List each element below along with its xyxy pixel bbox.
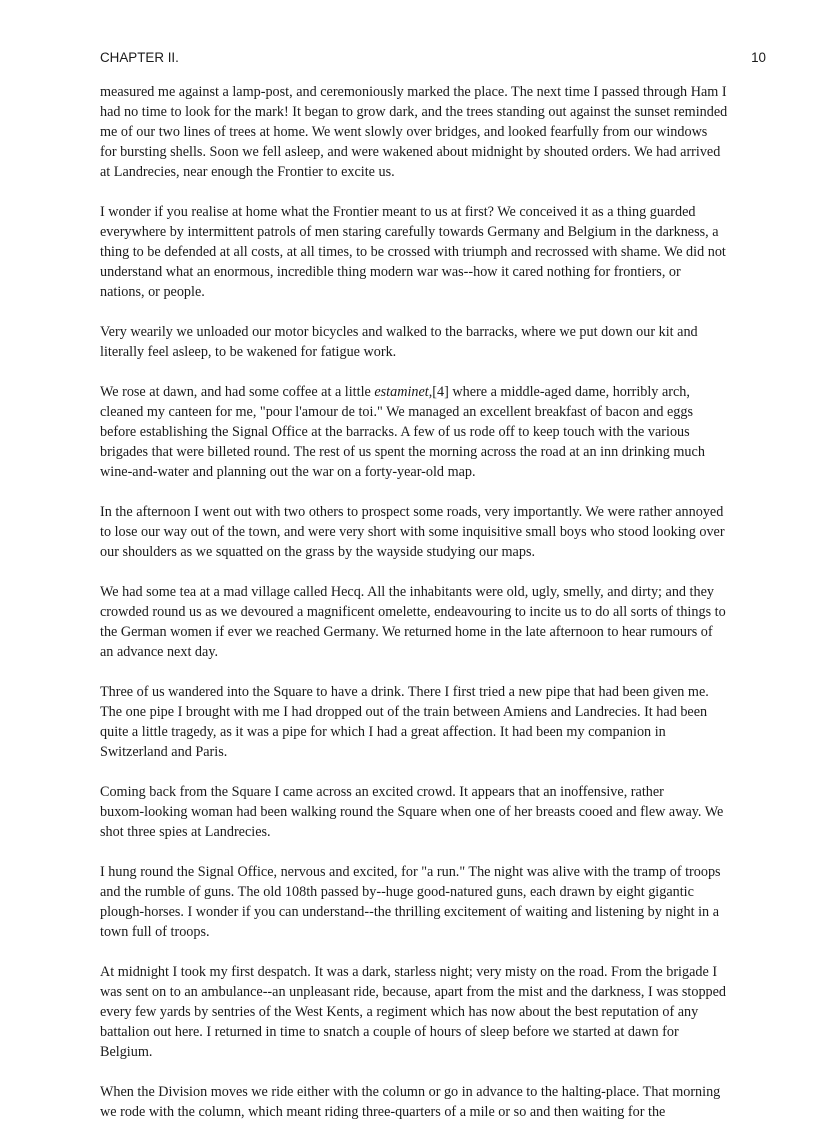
paragraph: [100, 862, 766, 942]
text-line: literally feel asleep, to be wakened for fatigue work.: [100, 344, 397, 360]
text-line: our shoulders as we squatted on the grass by the wayside studying our maps.: [100, 544, 536, 560]
text-line: town full of troops.: [100, 924, 210, 940]
paragraph: [100, 782, 766, 842]
text-run: ,[4] where a middle-aged dame, horribly arch,: [428, 384, 690, 400]
text-line: Switzerland and Paris.: [100, 744, 228, 760]
text-line: understand what an enormous, incredible thing modern war was--how it cared nothing for frontiers, or: [100, 264, 681, 280]
text-line: nations, or people.: [100, 284, 205, 300]
text-line: We had some tea at a mad village called Hecq. All the inhabitants were old, ugly, smelly, and dirty; and they: [100, 584, 714, 600]
text-run: We rose at dawn, and had some coffee at a little: [100, 384, 375, 400]
chapter-title: CHAPTER II.: [100, 50, 179, 65]
text-line: we rode with the column, which meant riding three-quarters of a mile or so and then waiting for the: [100, 1104, 666, 1120]
paragraph: [100, 322, 766, 362]
text-line: the German women if ever we reached Germany. We returned home in the late afternoon to hear rumours of: [100, 624, 713, 640]
text-line: When the Division moves we ride either with the column or go in advance to the halting-place. That morning: [100, 1084, 721, 1100]
text-line: me of our two lines of trees at home. We went slowly over bridges, and looked fearfully from our windows: [100, 124, 708, 140]
text-line: Belgium.: [100, 1044, 153, 1060]
text-line: quite a little tragedy, as it was a pipe for which I had a great affection. It had been my companion in: [100, 724, 666, 740]
text-line: wine-and-water and planning out the war on a forty-year-old map.: [100, 464, 476, 480]
text-line: Very wearily we unloaded our motor bicycles and walked to the barracks, where we put down our kit and: [100, 324, 698, 340]
text-line: at Landrecies, near enough the Frontier to excite us.: [100, 164, 395, 180]
text-line: measured me against a lamp-post, and ceremoniously marked the place. The next time I passed through Ham I: [100, 84, 727, 100]
text-line: for bursting shells. Soon we fell asleep, and were wakened about midnight by shouted orders. We had arrived: [100, 144, 721, 160]
text-line: At midnight I took my first despatch. It was a dark, starless night; very misty on the road. From the brigade I: [100, 964, 718, 980]
text-line: battalion out here. I returned in time to snatch a couple of hours of sleep before we started at dawn for: [100, 1024, 679, 1040]
text-line: an advance next day.: [100, 644, 219, 660]
text-line: shot three spies at Landrecies.: [100, 824, 271, 840]
text-line: cleaned my canteen for me, "pour l'amour de toi." We managed an excellent breakfast of bacon and eggs: [100, 404, 693, 420]
text-line: Coming back from the Square I came across an excited crowd. It appears that an inoffensive, rather: [100, 784, 664, 800]
running-header: [100, 50, 766, 70]
text-line: plough-horses. I wonder if you can understand--the thrilling excitement of waiting and listening by night in a: [100, 904, 719, 920]
italic-term-estaminet: estaminet: [374, 384, 429, 400]
paragraph: [100, 502, 766, 562]
text-line: I wonder if you realise at home what the Frontier meant to us at first? We conceived it as a thing guarded: [100, 204, 696, 220]
text-line: and the rumble of guns. The old 108th passed by--huge good-natured guns, each drawn by eight gigantic: [100, 884, 694, 900]
text-line: I hung round the Signal Office, nervous and excited, for "a run." The night was alive with the tramp of troops: [100, 864, 721, 880]
text-line: thing to be defended at all costs, at all times, to be crossed with triumph and recrossed with shame. We did not: [100, 244, 726, 260]
text-line: to lose our way out of the town, and were very short with some inquisitive small boys who stood looking over: [100, 524, 725, 540]
paragraph: [100, 202, 766, 302]
paragraph: [100, 962, 766, 1062]
paragraph: [100, 682, 766, 762]
paragraph: [100, 382, 766, 482]
text-line: In the afternoon I went out with two others to prospect some roads, very importantly. We were rather annoyed: [100, 504, 724, 520]
chapter-body: [100, 82, 766, 1122]
text-line: before establishing the Signal Office at the barracks. A few of us rode off to keep touch with the various: [100, 424, 690, 440]
text-line: Three of us wandered into the Square to have a drink. There I first tried a new pipe that had been given me.: [100, 684, 709, 700]
text-line: The one pipe I brought with me I had dropped out of the train between Amiens and Landrecies. It had been: [100, 704, 708, 720]
text-line: every few yards by sentries of the West Kents, a regiment which has now about the best reputation of any: [100, 1004, 699, 1020]
text-line: buxom-looking woman had been walking round the Square when one of her breasts cooed and flew away. We: [100, 804, 724, 820]
text-line: had no time to look for the mark! It began to grow dark, and the trees standing out against the sunset reminded: [100, 104, 728, 120]
text-line: [100, 382, 766, 402]
page-number: 10: [751, 50, 766, 65]
paragraph: [100, 582, 766, 662]
text-line: crowded round us as we devoured a magnificent omelette, endeavouring to incite us to do all sorts of things to: [100, 604, 726, 620]
paragraph: [100, 82, 766, 182]
text-line: brigades that were billeted round. The rest of us spent the morning across the road at an inn drinking much: [100, 444, 705, 460]
text-line: everywhere by intermittent patrols of men staring carefully towards Germany and Belgium in the darkness, a: [100, 224, 719, 240]
text-line: was sent on to an ambulance--an unpleasant ride, because, apart from the mist and the darkness, I was stopped: [100, 984, 727, 1000]
paragraph: [100, 1082, 766, 1122]
